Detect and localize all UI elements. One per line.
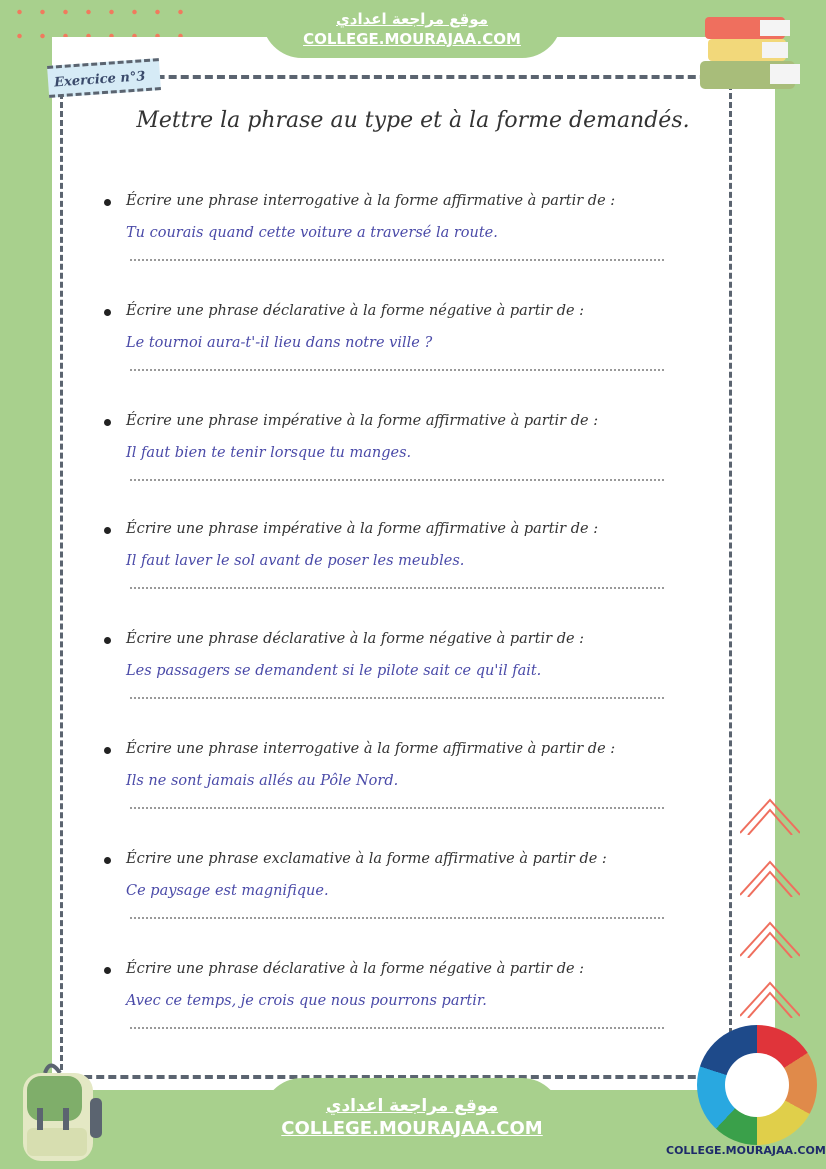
example-sentence: Avec ce temps, je crois que nous pourrons partir. bbox=[126, 993, 487, 1009]
answer-line[interactable] bbox=[130, 917, 664, 919]
books-icon bbox=[700, 12, 810, 92]
answer-line[interactable] bbox=[130, 697, 664, 699]
bullet-icon bbox=[104, 967, 111, 974]
chevron-up-icon bbox=[740, 978, 800, 1018]
page-title: Mettre la phrase au type et à la forme demandés. bbox=[136, 108, 690, 133]
example-sentence: Ce paysage est magnifique. bbox=[126, 883, 329, 899]
instruction-text: Écrire une phrase déclarative à la forme négative à partir de : bbox=[126, 303, 585, 319]
bullet-icon bbox=[104, 637, 111, 644]
answer-line[interactable] bbox=[130, 259, 664, 261]
instruction-text: Écrire une phrase interrogative à la forme affirmative à partir de : bbox=[126, 193, 616, 209]
instruction-text: Écrire une phrase impérative à la forme affirmative à partir de : bbox=[126, 521, 599, 537]
answer-line[interactable] bbox=[130, 807, 664, 809]
subjects-wheel-logo bbox=[697, 1025, 817, 1145]
bullet-icon bbox=[104, 747, 111, 754]
bullet-icon bbox=[104, 527, 111, 534]
answer-line[interactable] bbox=[130, 369, 664, 371]
example-sentence: Il faut bien te tenir lorsque tu manges. bbox=[126, 445, 412, 461]
example-sentence: Le tournoi aura-t'-il lieu dans notre ville ? bbox=[126, 335, 433, 351]
bullet-icon bbox=[104, 309, 111, 316]
example-sentence: Ils ne sont jamais allés au Pôle Nord. bbox=[126, 773, 399, 789]
bullet-icon bbox=[104, 857, 111, 864]
instruction-text: Écrire une phrase déclarative à la forme négative à partir de : bbox=[126, 961, 585, 977]
footer-banner bbox=[262, 1078, 562, 1169]
example-sentence: Il faut laver le sol avant de poser les meubles. bbox=[126, 553, 465, 569]
example-sentence: Les passagers se demandent si le pilote sait ce qu'il fait. bbox=[126, 663, 542, 679]
chevron-up-icon bbox=[740, 857, 800, 897]
answer-line[interactable] bbox=[130, 1027, 664, 1029]
instruction-text: Écrire une phrase impérative à la forme affirmative à partir de : bbox=[126, 413, 599, 429]
logo-text: COLLEGE.MOURAJAA.COM bbox=[666, 1144, 826, 1157]
header-url-link[interactable]: COLLEGE.MOURAJAA.COM bbox=[303, 30, 521, 48]
answer-line[interactable] bbox=[130, 479, 664, 481]
bullet-icon bbox=[104, 199, 111, 206]
instruction-text: Écrire une phrase exclamative à la forme affirmative à partir de : bbox=[126, 851, 607, 867]
header-arabic: موقع مراجعة اعدادي bbox=[336, 10, 488, 28]
backpack-icon bbox=[15, 1058, 110, 1163]
header-banner bbox=[262, 0, 562, 58]
exercise-label: Exercice n°3 bbox=[47, 58, 161, 98]
answer-line[interactable] bbox=[130, 587, 664, 589]
instruction-text: Écrire une phrase interrogative à la forme affirmative à partir de : bbox=[126, 741, 616, 757]
bullet-icon bbox=[104, 419, 111, 426]
chevron-up-icon bbox=[740, 795, 800, 835]
instruction-text: Écrire une phrase déclarative à la forme négative à partir de : bbox=[126, 631, 585, 647]
chevron-up-icon bbox=[740, 918, 800, 958]
footer-arabic: موقع مراجعة اعدادي bbox=[325, 1096, 499, 1116]
footer-url-link[interactable]: COLLEGE.MOURAJAA.COM bbox=[281, 1118, 543, 1139]
example-sentence: Tu courais quand cette voiture a traversé la route. bbox=[126, 225, 498, 241]
